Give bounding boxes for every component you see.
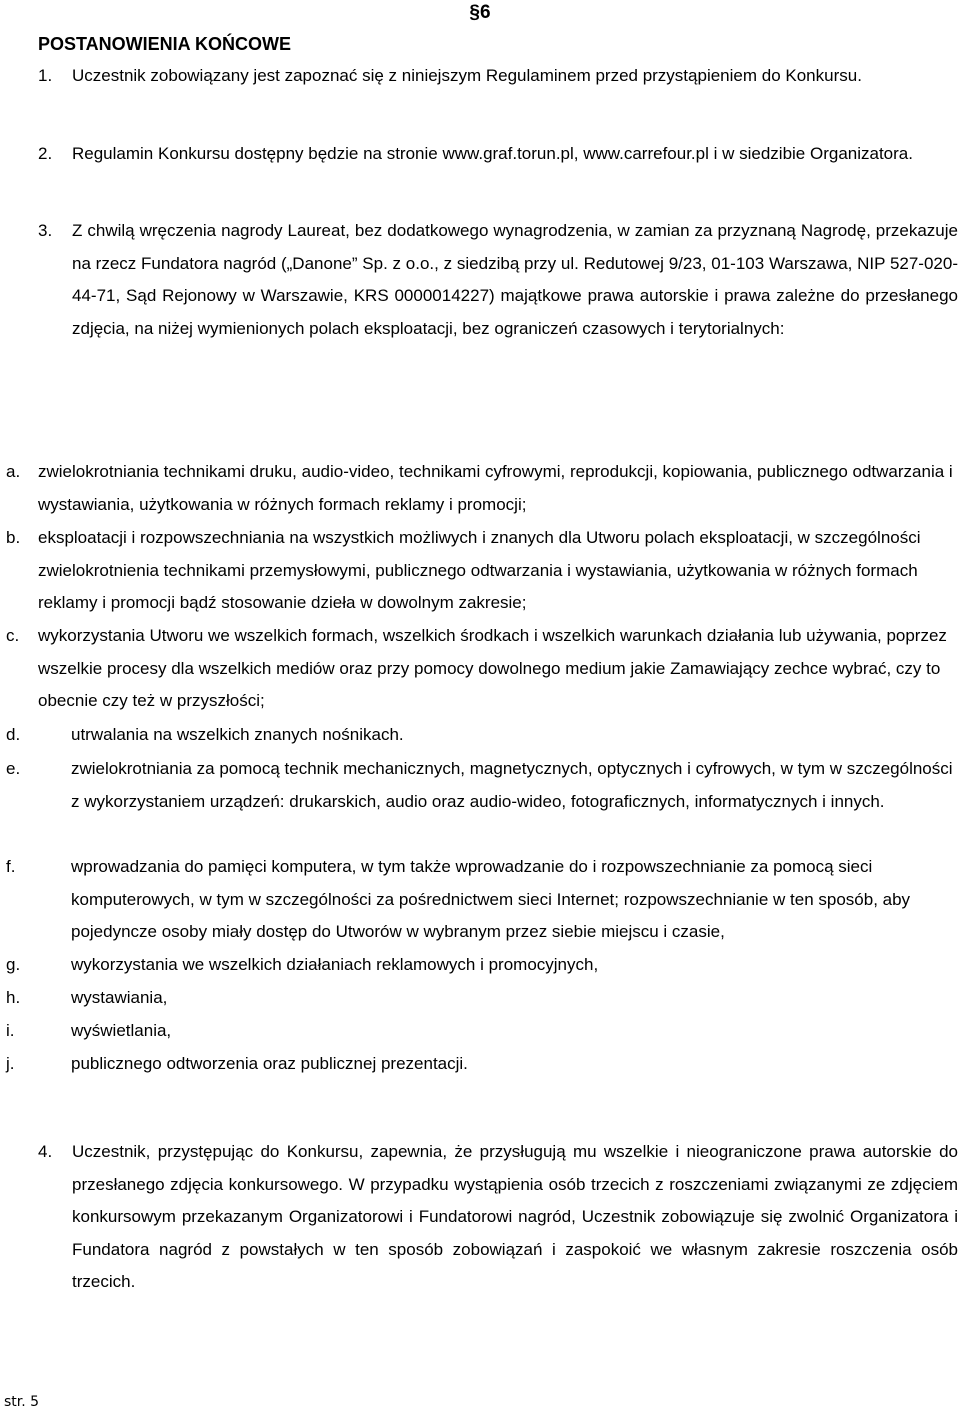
lettered-item-h — [6, 982, 956, 1015]
item-number: 4. — [38, 1142, 53, 1161]
lettered-item-g — [6, 949, 956, 982]
item-number: 2. — [38, 144, 53, 163]
lettered-item-i — [6, 1015, 956, 1048]
item-text: publicznego odtworzenia oraz publicznej prezentacji. — [71, 1054, 468, 1073]
item-letter: c. — [6, 626, 20, 645]
item-text: wykorzystania we wszelkich działaniach reklamowych i promocyjnych, — [71, 955, 599, 974]
lettered-item-j — [6, 1048, 956, 1081]
item-text: zwielokrotniania za pomocą technik mechanicznych, magnetycznych, optycznych i cyfrowych, w tym w szczególności z wykorzystaniem urządzeń: drukarskich, audio oraz audio-wideo, fotograficznych, informatycznych i innych. — [71, 759, 953, 811]
lettered-item-e — [6, 753, 956, 818]
item-text: eksploatacji i rozpowszechniania na wszystkich możliwych i znanych dla Utworu polach eksploatacji, w szczególności zwielokrotnienia technikami przemysłowymi, publicznego odtwarzania i wystawiania, użytkowania w różnych formach reklamy i promocji bądź stosowanie dzieła w dowolnym zakresie; — [38, 528, 921, 613]
lettered-item-c — [6, 620, 956, 718]
section-heading-number: §6 — [469, 2, 491, 23]
item-text: wystawiania, — [71, 988, 168, 1007]
page-number-footer: str. 5 — [4, 1394, 40, 1410]
numbered-item-2 — [38, 138, 958, 171]
item-text: Uczestnik zobowiązany jest zapoznać się z niniejszym Regulaminem przed przystąpieniem do Konkursu. — [72, 66, 862, 85]
item-letter: e. — [6, 759, 21, 778]
numbered-item-4 — [38, 1136, 958, 1299]
numbered-item-1 — [38, 60, 958, 93]
item-text: wyświetlania, — [71, 1021, 172, 1040]
item-number: 1. — [38, 66, 53, 85]
item-letter: a. — [6, 462, 21, 481]
item-text: Uczestnik, przystępując do Konkursu, zapewnia, że przysługują mu wszelkie i nieograniczone prawa autorskie do przesłanego zdjęcia konkursowego. W przypadku wystąpienia osób trzecich z roszczeniami związanymi ze zdjęciem konkursowym przekazanym Organizatorowi i Fundatorowi nagród, Uczestnik zobowiązuje się zwolnić Organizatora i Fundatora nagród z powstałych w ten sposób zobowiązań i zaspokoić we własnym zakresie roszczenia osób trzecich. — [72, 1142, 958, 1292]
item-text: Z chwilą wręczenia nagrody Laureat, bez dodatkowego wynagrodzenia, w zamian za przyznaną Nagrodę, przekazuje na rzecz Fundatora nagród („Danone” Sp. z o.o., z siedzibą przy ul. Redutowej 9/23, 01-103 Warszawa, NIP 527-020-44-71, Sąd Rejonowy w Warszawie, KRS 0000014227) majątkowe prawa autorskie i prawa zależne do przesłanego zdjęcia, na niżej wymienionych polach eksploatacji, bez ograniczeń czasowych i terytorialnych: — [72, 221, 958, 338]
item-text: wprowadzania do pamięci komputera, w tym także wprowadzanie do i rozpowszechnianie za pomocą sieci komputerowych, w tym w szczególności za pośrednictwem sieci Internet; rozpowszechnianie w ten sposób, aby pojedyncze osoby miały dostęp do Utworów w wybranym przez siebie miejscu i czasie, — [71, 857, 911, 942]
lettered-item-d — [6, 719, 956, 752]
item-letter: h. — [6, 988, 21, 1007]
lettered-item-a — [6, 456, 956, 521]
section-title: POSTANOWIENIA KOŃCOWE — [38, 34, 291, 54]
item-text: wykorzystania Utworu we wszelkich formach, wszelkich środkach i wszelkich warunkach działania lub używania, poprzez wszelkie procesy dla wszelkich mediów oraz przy pomocy dowolnego medium jakie Zamawiający zechce wybrać, czy to obecnie czy też w przyszłości; — [38, 626, 947, 711]
item-letter: j. — [6, 1054, 15, 1073]
item-letter: f. — [6, 857, 16, 876]
item-text: zwielokrotniania technikami druku, audio-video, technikami cyfrowymi, reprodukcji, kopiowania, publicznego odtwarzania i wystawiania, użytkowania w różnych formach reklamy i promocji; — [38, 462, 953, 514]
numbered-item-3 — [38, 215, 958, 345]
lettered-item-f — [6, 851, 956, 949]
item-text: utrwalania na wszelkich znanych nośnikach. — [71, 725, 404, 744]
item-text: Regulamin Konkursu dostępny będzie na stronie www.graf.torun.pl, www.carrefour.pl i w siedzibie Organizatora. — [72, 144, 913, 163]
item-letter: g. — [6, 955, 21, 974]
item-number: 3. — [38, 221, 53, 240]
item-letter: b. — [6, 528, 21, 547]
item-letter: i. — [6, 1021, 15, 1040]
lettered-item-b — [6, 522, 956, 620]
item-letter: d. — [6, 725, 21, 744]
